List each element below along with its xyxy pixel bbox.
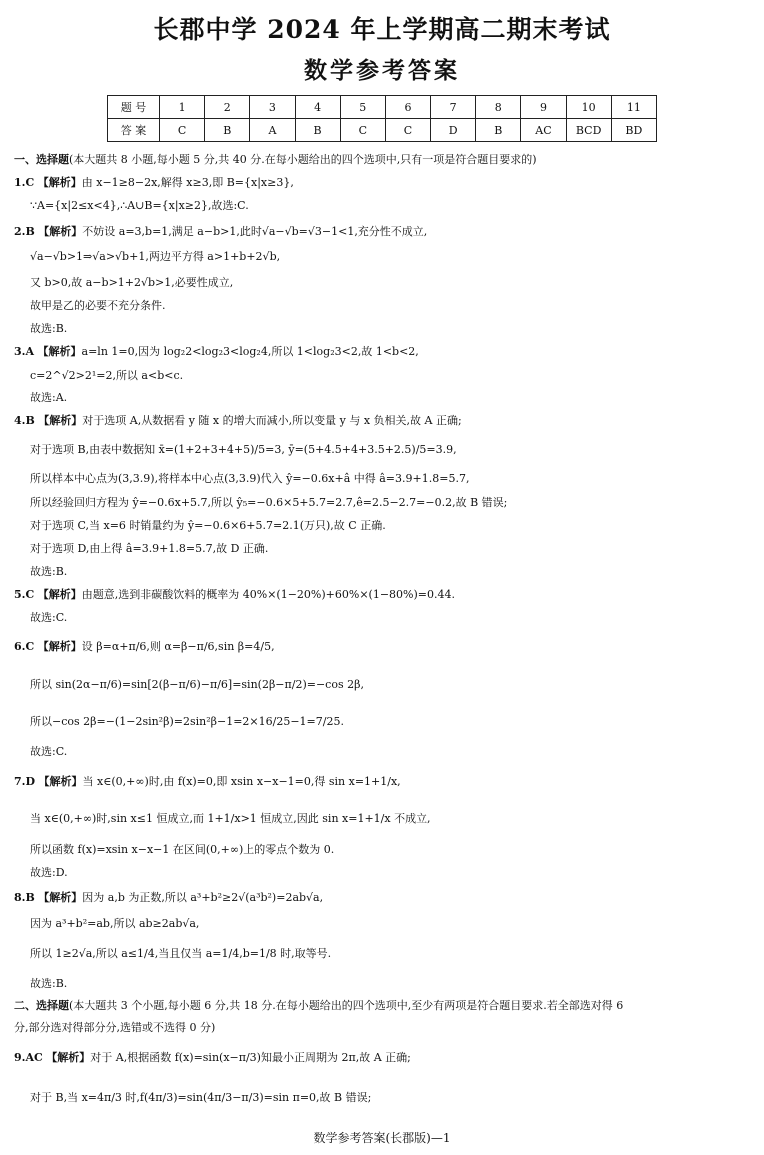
- question-answer: 1.C: [14, 176, 35, 189]
- solution-line: 故选:B.: [30, 565, 68, 578]
- table-cell: B: [295, 119, 340, 142]
- table-cell: 11: [611, 96, 656, 119]
- solution-line: [14, 176, 294, 190]
- table-cell: C: [160, 119, 205, 142]
- solution-line: [14, 891, 323, 905]
- solution-line: √a−√b>1⇒√a>√b+1,两边平方得 a>1+b+2√b,: [30, 250, 281, 263]
- solution-line: 对于选项 C,当 x=6 时销量约为 ŷ=−0.6×6+5.7=2.1(万只),故 C 正确.: [30, 519, 386, 532]
- analysis-label: 【解析】: [37, 176, 82, 189]
- table-cell: 答 案: [108, 119, 160, 142]
- solution-text: 不妨设 a=3,b=1,满足 a−b>1,此时√a−√b=√3−1<1,充分性不成立,: [82, 225, 428, 238]
- exam-title: 长郡中学 2024 年上学期高二期末考试: [153, 15, 611, 44]
- section-label: 一、选择题: [14, 153, 69, 166]
- solution-text: 对于选项 A,从数据看 y 随 x 的增大而减小,所以变量 y 与 x 负相关,故 A 正确;: [82, 414, 462, 427]
- section-description: (本大题共 3 个小题,每小题 6 分,共 18 分.在每小题给出的四个选项中,至少有两项是符合题目要求.若全部选对得 6: [69, 999, 624, 1012]
- table-cell: 3: [250, 96, 295, 119]
- analysis-label: 【解析】: [38, 891, 83, 904]
- analysis-label: 【解析】: [38, 225, 83, 238]
- table-cell: AC: [521, 119, 566, 142]
- solution-line: 当 x∈(0,+∞)时,sin x≤1 恒成立,而 1+1/x>1 恒成立,因此 sin x=1+1/x 不成立,: [30, 812, 431, 825]
- table-cell: C: [340, 119, 385, 142]
- solution-text: 因为 a,b 为正数,所以 a³+b²≥2√(a³b²)=2ab√a,: [82, 891, 324, 904]
- page-footer: 数学参考答案(长郡版)—1: [313, 1131, 451, 1145]
- solution-line: 所以 1≥2√a,所以 a≤1/4,当且仅当 a=1/4,b=1/8 时,取等号.: [30, 947, 332, 960]
- solution-line: 对于选项 D,由上得 â=3.9+1.8=5.7,故 D 正确.: [30, 542, 269, 555]
- table-cell: BCD: [566, 119, 611, 142]
- solution-line: 故选:D.: [30, 866, 68, 879]
- exam-subtitle: 数学参考答案: [304, 57, 460, 84]
- solution-text: 设 β=α+π/6,则 α=β−π/6,sin β=4/5,: [81, 640, 275, 653]
- table-cell: 10: [566, 96, 611, 119]
- solution-line: 对于选项 B,由表中数据知 x̄=(1+2+3+4+5)/5=3, ȳ=(5+4.5+4+3.5+2.5)/5=3.9,: [30, 443, 457, 456]
- analysis-label: 【解析】: [38, 775, 83, 788]
- table-cell: B: [205, 119, 250, 142]
- table-cell: 2: [205, 96, 250, 119]
- table-cell: 1: [160, 96, 205, 119]
- solution-line: [14, 414, 462, 428]
- table-cell: BD: [611, 119, 656, 142]
- question-answer: 2.B: [14, 225, 35, 238]
- solution-line: ∵A={x|2≤x<4},∴A∪B={x|x≥2},故选:C.: [30, 199, 249, 212]
- question-answer: 5.C: [14, 588, 35, 601]
- table-cell: 5: [340, 96, 385, 119]
- solution-line: 所以−cos 2β=−(1−2sin²β)=2sin²β−1=2×16/25−1=7/25.: [30, 715, 344, 728]
- solution-line: [14, 588, 455, 602]
- solution-line: [14, 775, 401, 789]
- table-cell: 6: [385, 96, 430, 119]
- section-heading: [14, 153, 537, 167]
- solution-text: 由题意,选到非碳酸饮料的概率为 40%×(1−20%)+60%×(1−80%)=0.44.: [81, 588, 455, 601]
- analysis-label: 【解析】: [37, 640, 82, 653]
- solution-line: [14, 1051, 411, 1065]
- section-heading: [14, 999, 623, 1013]
- solution-line: 故选:C.: [30, 611, 68, 624]
- answer-table-header-row: [108, 96, 657, 119]
- table-cell: 8: [476, 96, 521, 119]
- table-cell: A: [250, 119, 295, 142]
- question-answer: 4.B: [14, 414, 35, 427]
- solution-line: 故选:B.: [30, 322, 68, 335]
- table-cell: C: [385, 119, 430, 142]
- table-cell: 7: [431, 96, 476, 119]
- analysis-label: 【解析】: [37, 588, 82, 601]
- answer-table: [107, 95, 657, 142]
- table-cell: 题 号: [108, 96, 160, 119]
- answer-table-answer-row: [108, 119, 657, 142]
- section-label: 二、选择题: [14, 999, 69, 1012]
- solution-line: 故选:B.: [30, 977, 68, 990]
- question-answer: 7.D: [14, 775, 36, 788]
- table-cell: 4: [295, 96, 340, 119]
- solution-line: 故甲是乙的必要不充分条件.: [30, 299, 166, 312]
- table-cell: 9: [521, 96, 566, 119]
- question-answer: 9.AC: [14, 1051, 43, 1064]
- solution-line: c=2^√2>2¹=2,所以 a<b<c.: [30, 369, 184, 382]
- solution-line: 所以 sin(2α−π/6)=sin[2(β−π/6)−π/6]=sin(2β−π/2)=−cos 2β,: [30, 678, 364, 691]
- section-description-continued: 分,部分选对得部分分,选错或不选得 0 分): [14, 1021, 216, 1034]
- solution-line: [14, 225, 427, 239]
- analysis-label: 【解析】: [46, 1051, 91, 1064]
- question-answer: 8.B: [14, 891, 35, 904]
- question-answer: 6.C: [14, 640, 35, 653]
- analysis-label: 【解析】: [37, 345, 82, 358]
- solution-line: 又 b>0,故 a−b>1+2√b>1,必要性成立,: [30, 276, 234, 289]
- solution-line: 所以样本中心点为(3,3.9),将样本中心点(3,3.9)代入 ŷ=−0.6x+â 中得 â=3.9+1.8=5.7,: [30, 472, 470, 485]
- solution-line: 故选:C.: [30, 745, 68, 758]
- solution-text: 由 x−1≥8−2x,解得 x≥3,即 B={x|x≥3},: [81, 176, 294, 189]
- solution-text: a=ln 1=0,因为 log₂2<log₂3<log₂4,所以 1<log₂3<2,故 1<b<2,: [81, 345, 419, 358]
- solution-line: 对于 B,当 x=4π/3 时,f(4π/3)=sin(4π/3−π/3)=sin π=0,故 B 错误;: [30, 1091, 372, 1104]
- solution-line: [14, 640, 275, 654]
- section-description: (本大题共 8 小题,每小题 5 分,共 40 分.在每小题给出的四个选项中,只有一项是符合题目要求的): [69, 153, 537, 166]
- solution-line: [14, 345, 419, 359]
- solution-line: 因为 a³+b²=ab,所以 ab≥2ab√a,: [30, 917, 200, 930]
- table-cell: D: [431, 119, 476, 142]
- solution-line: 所以函数 f(x)=xsin x−x−1 在区间(0,+∞)上的零点个数为 0.: [30, 843, 335, 856]
- question-answer: 3.A: [14, 345, 35, 358]
- solution-line: 所以经验回归方程为 ŷ=−0.6x+5.7,所以 ŷ₅=−0.6×5+5.7=2.7,ê=2.5−2.7=−0.2,故 B 错误;: [30, 496, 508, 509]
- table-cell: B: [476, 119, 521, 142]
- solution-text: 对于 A,根据函数 f(x)=sin(x−π/3)知最小正周期为 2π,故 A 正确;: [90, 1051, 411, 1064]
- solution-line: 故选:A.: [30, 391, 68, 404]
- solution-text: 当 x∈(0,+∞)时,由 f(x)=0,即 xsin x−x−1=0,得 sin x=1+1/x,: [82, 775, 401, 788]
- analysis-label: 【解析】: [38, 414, 83, 427]
